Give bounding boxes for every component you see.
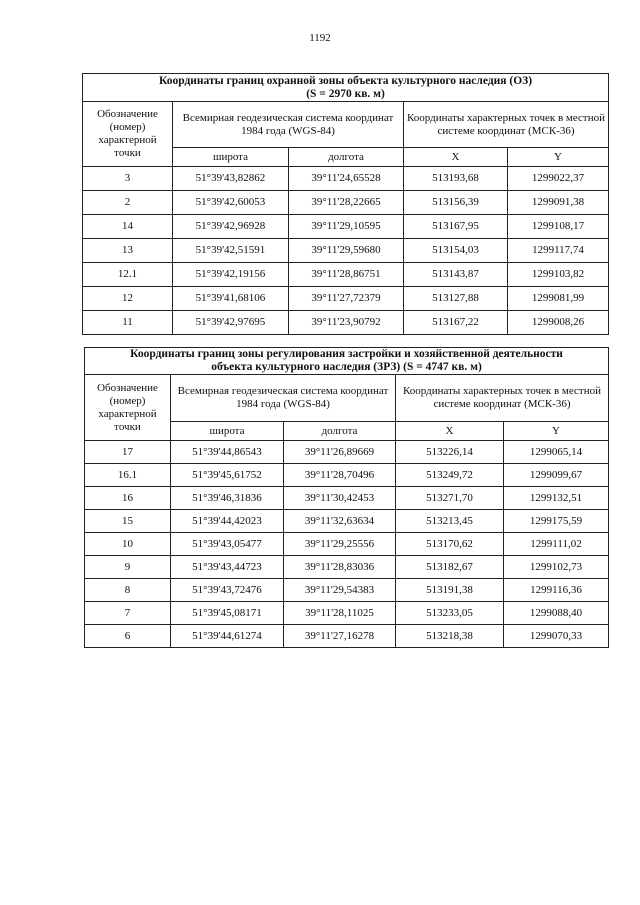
- table-row: [85, 602, 609, 625]
- col-header-point: Обозначение (номер) характерной точки: [85, 375, 171, 441]
- cell-y: 1299081,99: [508, 287, 609, 311]
- cell-longitude: 39°11'26,89669: [284, 441, 396, 464]
- cell-y: 1299116,36: [504, 579, 609, 602]
- cell-y: 1299108,17: [508, 215, 609, 239]
- cell-point: 15: [85, 510, 171, 533]
- cell-y: 1299175,59: [504, 510, 609, 533]
- table-title: [83, 74, 609, 102]
- table-row: [85, 556, 609, 579]
- table-title-line2: (S = 2970 кв. м): [306, 87, 385, 100]
- table-title-line1: Координаты границ охранной зоны объекта культурного наследия (ОЗ): [158, 74, 533, 87]
- table-row: [85, 625, 609, 648]
- cell-x: 513167,95: [404, 215, 508, 239]
- cell-longitude: 39°11'29,25556: [284, 533, 396, 556]
- table-row: [85, 441, 609, 464]
- subheader-x: X: [396, 422, 504, 441]
- cell-x: 513226,14: [396, 441, 504, 464]
- cell-x: 513154,03: [404, 239, 508, 263]
- cell-point: 7: [85, 602, 171, 625]
- cell-y: 1299117,74: [508, 239, 609, 263]
- col-header-point: Обозначение (номер) характерной точки: [83, 102, 173, 167]
- cell-point: 12: [83, 287, 173, 311]
- col-header-wgs84: Всемирная геодезическая система координат 1984 года (WGS-84): [173, 102, 404, 148]
- page-number: 1192: [309, 32, 331, 44]
- cell-y: 1299132,51: [504, 487, 609, 510]
- cell-x: 513233,05: [396, 602, 504, 625]
- table-row: [83, 239, 609, 263]
- cell-point: 11: [83, 311, 173, 335]
- table-row: [85, 510, 609, 533]
- subheader-y: Y: [508, 148, 609, 167]
- table-row: [85, 487, 609, 510]
- table-title: [85, 348, 609, 375]
- cell-point: 8: [85, 579, 171, 602]
- cell-latitude: 51°39'44,86543: [171, 441, 284, 464]
- cell-latitude: 51°39'43,72476: [171, 579, 284, 602]
- cell-longitude: 39°11'29,10595: [289, 215, 404, 239]
- cell-latitude: 51°39'43,05477: [171, 533, 284, 556]
- cell-y: 1299103,82: [508, 263, 609, 287]
- table-row: [83, 287, 609, 311]
- cell-longitude: 39°11'30,42453: [284, 487, 396, 510]
- cell-latitude: 51°39'44,61274: [171, 625, 284, 648]
- subheader-x: X: [404, 148, 508, 167]
- cell-latitude: 51°39'42,97695: [173, 311, 289, 335]
- cell-y: 1299102,73: [504, 556, 609, 579]
- cell-point: 12.1: [83, 263, 173, 287]
- cell-latitude: 51°39'46,31836: [171, 487, 284, 510]
- cell-x: 513143,87: [404, 263, 508, 287]
- cell-longitude: 39°11'32,63634: [284, 510, 396, 533]
- col-header-msk36: Координаты характерных точек в местной системе координат (МСК-36): [396, 375, 609, 422]
- cell-latitude: 51°39'42,51591: [173, 239, 289, 263]
- table-title-line2: объекта культурного наследия (ЗРЗ) (S = 4747 кв. м): [211, 361, 482, 373]
- table-row: [85, 579, 609, 602]
- cell-latitude: 51°39'44,42023: [171, 510, 284, 533]
- cell-y: 1299099,67: [504, 464, 609, 487]
- subheader-latitude: широта: [173, 148, 289, 167]
- cell-latitude: 51°39'41,68106: [173, 287, 289, 311]
- cell-x: 513182,67: [396, 556, 504, 579]
- cell-y: 1299091,38: [508, 191, 609, 215]
- cell-latitude: 51°39'42,19156: [173, 263, 289, 287]
- cell-latitude: 51°39'43,44723: [171, 556, 284, 579]
- cell-longitude: 39°11'28,83036: [284, 556, 396, 579]
- cell-longitude: 39°11'28,11025: [284, 602, 396, 625]
- cell-y: 1299070,33: [504, 625, 609, 648]
- cell-x: 513127,88: [404, 287, 508, 311]
- table-row: [83, 215, 609, 239]
- cell-x: 513170,62: [396, 533, 504, 556]
- cell-latitude: 51°39'45,61752: [171, 464, 284, 487]
- cell-point: 17: [85, 441, 171, 464]
- cell-point: 13: [83, 239, 173, 263]
- cell-y: 1299065,14: [504, 441, 609, 464]
- cell-longitude: 39°11'28,70496: [284, 464, 396, 487]
- table-title-line1: Координаты границ зоны регулирования застройки и хозяйственной деятельности: [130, 348, 563, 360]
- cell-x: 513249,72: [396, 464, 504, 487]
- cell-y: 1299088,40: [504, 602, 609, 625]
- cell-longitude: 39°11'27,72379: [289, 287, 404, 311]
- subheader-longitude: долгота: [289, 148, 404, 167]
- cell-latitude: 51°39'42,96928: [173, 215, 289, 239]
- table-row: [83, 311, 609, 335]
- cell-point: 16.1: [85, 464, 171, 487]
- cell-x: 513218,38: [396, 625, 504, 648]
- cell-point: 6: [85, 625, 171, 648]
- cell-longitude: 39°11'24,65528: [289, 167, 404, 191]
- cell-longitude: 39°11'29,54383: [284, 579, 396, 602]
- cell-point: 14: [83, 215, 173, 239]
- cell-point: 10: [85, 533, 171, 556]
- cell-latitude: 51°39'43,82862: [173, 167, 289, 191]
- cell-x: 513191,38: [396, 579, 504, 602]
- col-header-msk36: Координаты характерных точек в местной системе координат (МСК-36): [404, 102, 609, 148]
- cell-point: 2: [83, 191, 173, 215]
- cell-longitude: 39°11'29,59680: [289, 239, 404, 263]
- subheader-y: Y: [504, 422, 609, 441]
- zrz-coordinates-table: [84, 347, 609, 648]
- table-row: [85, 464, 609, 487]
- subheader-latitude: широта: [171, 422, 284, 441]
- cell-longitude: 39°11'27,16278: [284, 625, 396, 648]
- cell-latitude: 51°39'42,60053: [173, 191, 289, 215]
- cell-longitude: 39°11'23,90792: [289, 311, 404, 335]
- cell-point: 9: [85, 556, 171, 579]
- cell-x: 513271,70: [396, 487, 504, 510]
- cell-point: 3: [83, 167, 173, 191]
- cell-x: 513213,45: [396, 510, 504, 533]
- cell-y: 1299008,26: [508, 311, 609, 335]
- cell-longitude: 39°11'28,86751: [289, 263, 404, 287]
- cell-x: 513167,22: [404, 311, 508, 335]
- cell-y: 1299111,02: [504, 533, 609, 556]
- cell-latitude: 51°39'45,08171: [171, 602, 284, 625]
- table-row: [83, 263, 609, 287]
- col-header-wgs84: Всемирная геодезическая система координат 1984 года (WGS-84): [171, 375, 396, 422]
- table-row: [85, 533, 609, 556]
- table-row: [83, 167, 609, 191]
- cell-y: 1299022,37: [508, 167, 609, 191]
- table-row: [83, 191, 609, 215]
- cell-longitude: 39°11'28,22665: [289, 191, 404, 215]
- subheader-longitude: долгота: [284, 422, 396, 441]
- cell-point: 16: [85, 487, 171, 510]
- cell-x: 513193,68: [404, 167, 508, 191]
- oz-coordinates-table: [82, 73, 609, 335]
- cell-x: 513156,39: [404, 191, 508, 215]
